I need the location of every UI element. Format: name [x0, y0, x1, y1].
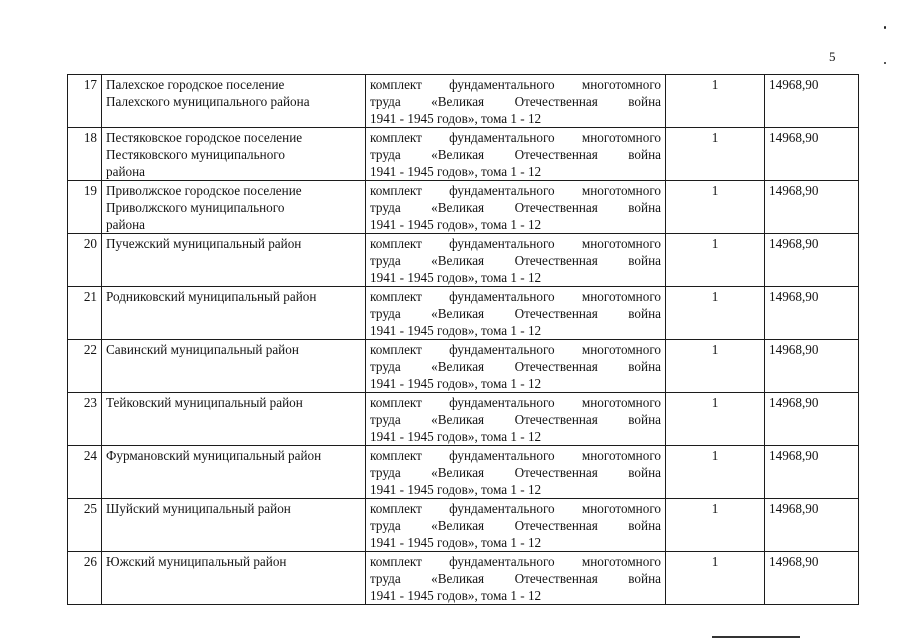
recipient-name-line: Пестяковское городское поселение [106, 130, 303, 145]
item-description-line: труда «Великая Отечественная война [370, 306, 661, 321]
recipient-name-line: Родниковский муниципальный район [106, 289, 317, 304]
amount: 14968,90 [765, 446, 859, 499]
item-description-line: комплект фундаментального многотомного [370, 448, 661, 463]
quantity: 1 [666, 128, 765, 181]
quantity: 1 [666, 181, 765, 234]
row-number: 22 [68, 340, 102, 393]
recipient-name-line: Южский муниципальный район [106, 554, 287, 569]
amount: 14968,90 [765, 234, 859, 287]
item-description-line: 1941 - 1945 годов», тома 1 - 12 [370, 270, 542, 285]
item-description-line: 1941 - 1945 годов», тома 1 - 12 [370, 482, 542, 497]
quantity: 1 [666, 287, 765, 340]
item-description-line: труда «Великая Отечественная война [370, 200, 661, 215]
recipient-name [102, 340, 366, 393]
item-description-line: 1941 - 1945 годов», тома 1 - 12 [370, 217, 542, 232]
table-body [68, 75, 859, 605]
row-number: 19 [68, 181, 102, 234]
recipient-name [102, 181, 366, 234]
quantity: 1 [666, 234, 765, 287]
table-row [68, 499, 859, 552]
recipient-name [102, 234, 366, 287]
item-description-line: комплект фундаментального многотомного [370, 289, 661, 304]
recipient-name [102, 75, 366, 128]
item-description [366, 181, 666, 234]
item-description-line: комплект фундаментального многотомного [370, 395, 661, 410]
recipient-name-line: района [106, 164, 146, 179]
item-description-line: комплект фундаментального многотомного [370, 342, 661, 357]
recipient-name-line: Палехское городское поселение [106, 77, 285, 92]
item-description-line: комплект фундаментального многотомного [370, 501, 661, 516]
row-number: 21 [68, 287, 102, 340]
table-row [68, 287, 859, 340]
amount: 14968,90 [765, 340, 859, 393]
table-row [68, 128, 859, 181]
item-description-line: труда «Великая Отечественная война [370, 465, 661, 480]
page-number: 5 [829, 49, 836, 64]
recipient-name [102, 446, 366, 499]
recipient-name-line: Пучежский муниципальный район [106, 236, 302, 251]
item-description-line: 1941 - 1945 годов», тома 1 - 12 [370, 535, 542, 550]
recipient-name [102, 287, 366, 340]
scan-speck [884, 26, 886, 29]
item-description [366, 446, 666, 499]
item-description-line: 1941 - 1945 годов», тома 1 - 12 [370, 376, 542, 391]
table-row [68, 552, 859, 605]
item-description-line: 1941 - 1945 годов», тома 1 - 12 [370, 323, 542, 338]
item-description [366, 340, 666, 393]
quantity: 1 [666, 552, 765, 605]
item-description-line: труда «Великая Отечественная война [370, 359, 661, 374]
row-number: 26 [68, 552, 102, 605]
item-description-line: комплект фундаментального многотомного [370, 183, 661, 198]
item-description [366, 393, 666, 446]
row-number: 23 [68, 393, 102, 446]
recipient-name-line: Шуйский муниципальный район [106, 501, 291, 516]
item-description [366, 287, 666, 340]
item-description-line: 1941 - 1945 годов», тома 1 - 12 [370, 588, 542, 603]
amount: 14968,90 [765, 287, 859, 340]
item-description-line: 1941 - 1945 годов», тома 1 - 12 [370, 164, 542, 179]
item-description-line: комплект фундаментального многотомного [370, 554, 661, 569]
footer-rule [712, 636, 800, 638]
scan-speck [884, 62, 886, 64]
recipient-name-line: Фурмановский муниципальный район [106, 448, 322, 463]
item-description-line: труда «Великая Отечественная война [370, 518, 661, 533]
amount: 14968,90 [765, 393, 859, 446]
item-description-line: труда «Великая Отечественная война [370, 412, 661, 427]
item-description-line: комплект фундаментального многотомного [370, 236, 661, 251]
item-description [366, 75, 666, 128]
item-description-line: труда «Великая Отечественная война [370, 147, 661, 162]
row-number: 20 [68, 234, 102, 287]
recipient-name-line: Пестяковского муниципального [106, 147, 285, 162]
item-description [366, 234, 666, 287]
item-description [366, 499, 666, 552]
amount: 14968,90 [765, 128, 859, 181]
item-description-line: комплект фундаментального многотомного [370, 130, 661, 145]
recipient-name-line: Тейковский муниципальный район [106, 395, 303, 410]
quantity: 1 [666, 393, 765, 446]
recipient-name-line: Приволжское городское поселение [106, 183, 302, 198]
table-row [68, 75, 859, 128]
quantity: 1 [666, 499, 765, 552]
table-row [68, 181, 859, 234]
item-description [366, 128, 666, 181]
amount: 14968,90 [765, 552, 859, 605]
item-description-line: труда «Великая Отечественная война [370, 571, 661, 586]
item-description-line: 1941 - 1945 годов», тома 1 - 12 [370, 429, 542, 444]
recipient-name [102, 499, 366, 552]
recipient-name-line: района [106, 217, 146, 232]
table-row [68, 446, 859, 499]
item-description [366, 552, 666, 605]
recipient-name-line: Приволжского муниципального [106, 200, 285, 215]
allocation-table [67, 74, 859, 605]
item-description-line: труда «Великая Отечественная война [370, 94, 661, 109]
quantity: 1 [666, 75, 765, 128]
row-number: 25 [68, 499, 102, 552]
item-description-line: комплект фундаментального многотомного [370, 77, 661, 92]
amount: 14968,90 [765, 75, 859, 128]
recipient-name-line: Палехского муниципального района [106, 94, 310, 109]
recipient-name-line: Савинский муниципальный район [106, 342, 299, 357]
row-number: 24 [68, 446, 102, 499]
item-description-line: 1941 - 1945 годов», тома 1 - 12 [370, 111, 542, 126]
table-row [68, 340, 859, 393]
quantity: 1 [666, 446, 765, 499]
row-number: 18 [68, 128, 102, 181]
recipient-name [102, 552, 366, 605]
recipient-name [102, 128, 366, 181]
recipient-name [102, 393, 366, 446]
item-description-line: труда «Великая Отечественная война [370, 253, 661, 268]
table-row [68, 234, 859, 287]
row-number: 17 [68, 75, 102, 128]
table-row [68, 393, 859, 446]
quantity: 1 [666, 340, 765, 393]
amount: 14968,90 [765, 181, 859, 234]
amount: 14968,90 [765, 499, 859, 552]
